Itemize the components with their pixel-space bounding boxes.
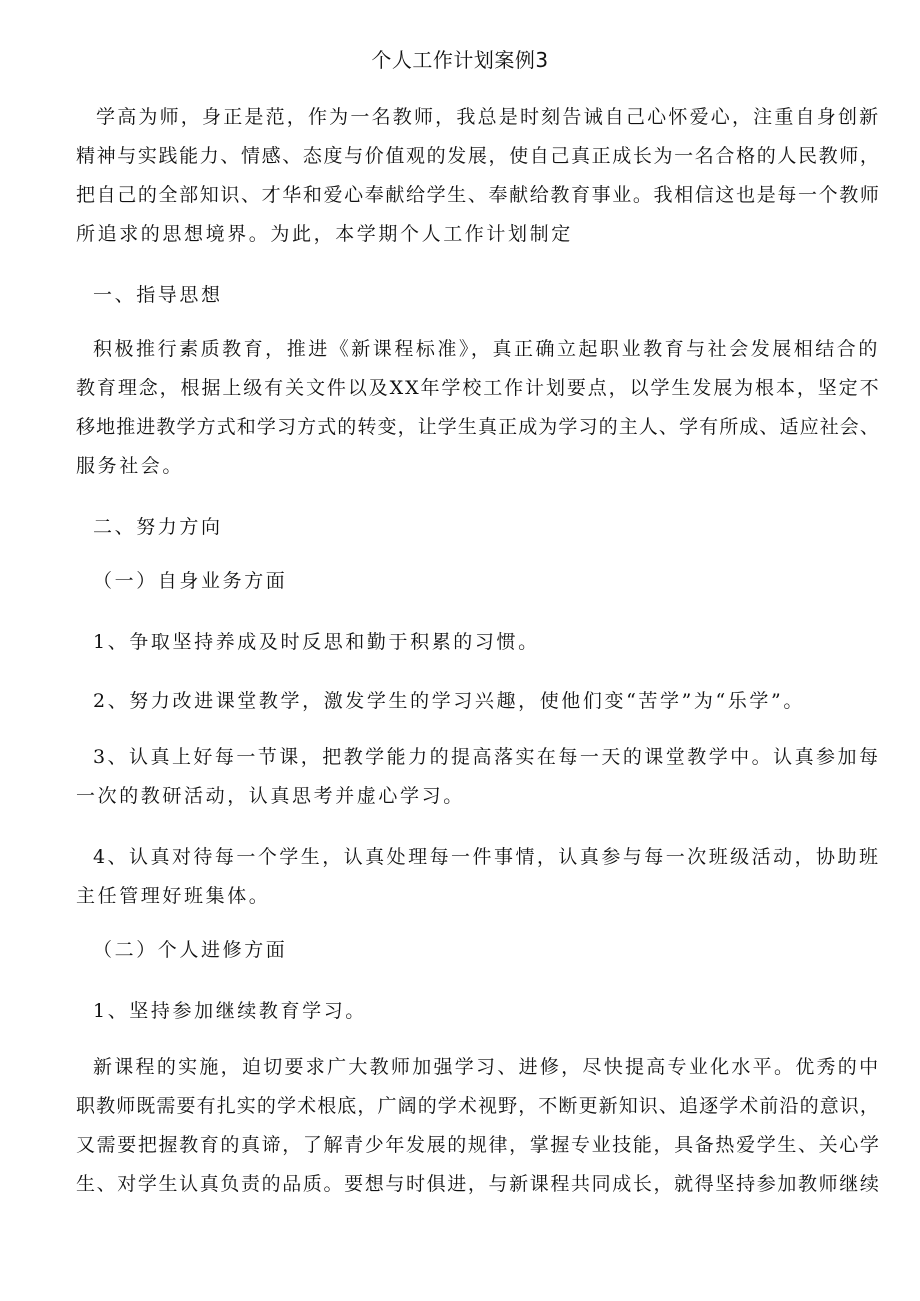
text-line: 服务社会。: [76, 455, 185, 477]
section-heading-effort-direction: 二、努力方向: [93, 516, 223, 538]
text-line: 新课程的实施，迫切要求广大教师加强学习、进修，尽快提高专业化水平。优秀的中: [93, 1056, 881, 1078]
list-item-2: 2、努力改进课堂教学，激发学生的学习兴趣，使他们变“苦学”为“乐学”。: [93, 690, 805, 712]
text-line: 移地推进教学方式和学习方式的转变，让学生真正成为学习的主人、学有所成、适应社会、: [76, 416, 881, 438]
text-line: 又需要把握教育的真谛，了解青少年发展的规律，掌握专业技能，具备热爱学生、关心学: [76, 1134, 881, 1156]
list-item-1: 1、争取坚持养成及时反思和勤于积累的习惯。: [93, 631, 540, 653]
section-heading-guiding-thought: 一、指导思想: [93, 284, 223, 306]
text-line: 4、认真对待每一个学生，认真处理每一件事情，认真参与每一次班级活动，协助班: [93, 846, 881, 868]
text-line: 3、认真上好每一节课，把教学能力的提高落实在每一天的课堂教学中。认真参加每: [93, 746, 881, 768]
list-item-continuing-education: 1、坚持参加继续教育学习。: [93, 1000, 367, 1022]
list-item-3: [76, 738, 882, 816]
subsection-heading-self-study: （二）个人进修方面: [93, 939, 288, 961]
text-line: 生、对学生认真负责的品质。要想与时俱进，与新课程共同成长，就得坚持参加教师继续: [76, 1173, 881, 1195]
text-line: 所追求的思想境界。为此，本学期个人工作计划制定: [76, 223, 573, 245]
text-line: 精神与实践能力、情感、态度与价值观的发展，使自己真正成长为一名合格的人民教师，: [76, 145, 881, 167]
subsection-heading-professional: （一）自身业务方面: [93, 570, 288, 592]
list-item-4: [76, 838, 882, 916]
document-title: 个人工作计划案例3: [371, 48, 549, 72]
text-line: 职教师既需要有扎实的学术根底，广阔的学术视野，不断更新知识、追逐学术前沿的意识，: [76, 1095, 881, 1117]
guiding-thought-paragraph: [76, 330, 882, 486]
text-line: 把自己的全部知识、才华和爱心奉献给学生、奉献给教育事业。我相信这也是每一个教师: [76, 184, 881, 206]
text-line: 积极推行素质教育，推进《新课程标准》，真正确立起职业教育与社会发展相结合的: [93, 338, 880, 360]
text-line: 主任管理好班集体。: [76, 885, 271, 907]
text-line: 一次的教研活动，认真思考并虚心学习。: [76, 785, 465, 807]
intro-paragraph: [76, 98, 882, 254]
text-line: 教育理念，根据上级有关文件以及XX年学校工作计划要点，以学生发展为根本，坚定不: [76, 377, 881, 399]
text-line: 学高为师，身正是范，作为一名教师，我总是时刻告诫自己心怀爱心，注重自身创新: [96, 106, 881, 128]
final-paragraph: [76, 1048, 882, 1204]
